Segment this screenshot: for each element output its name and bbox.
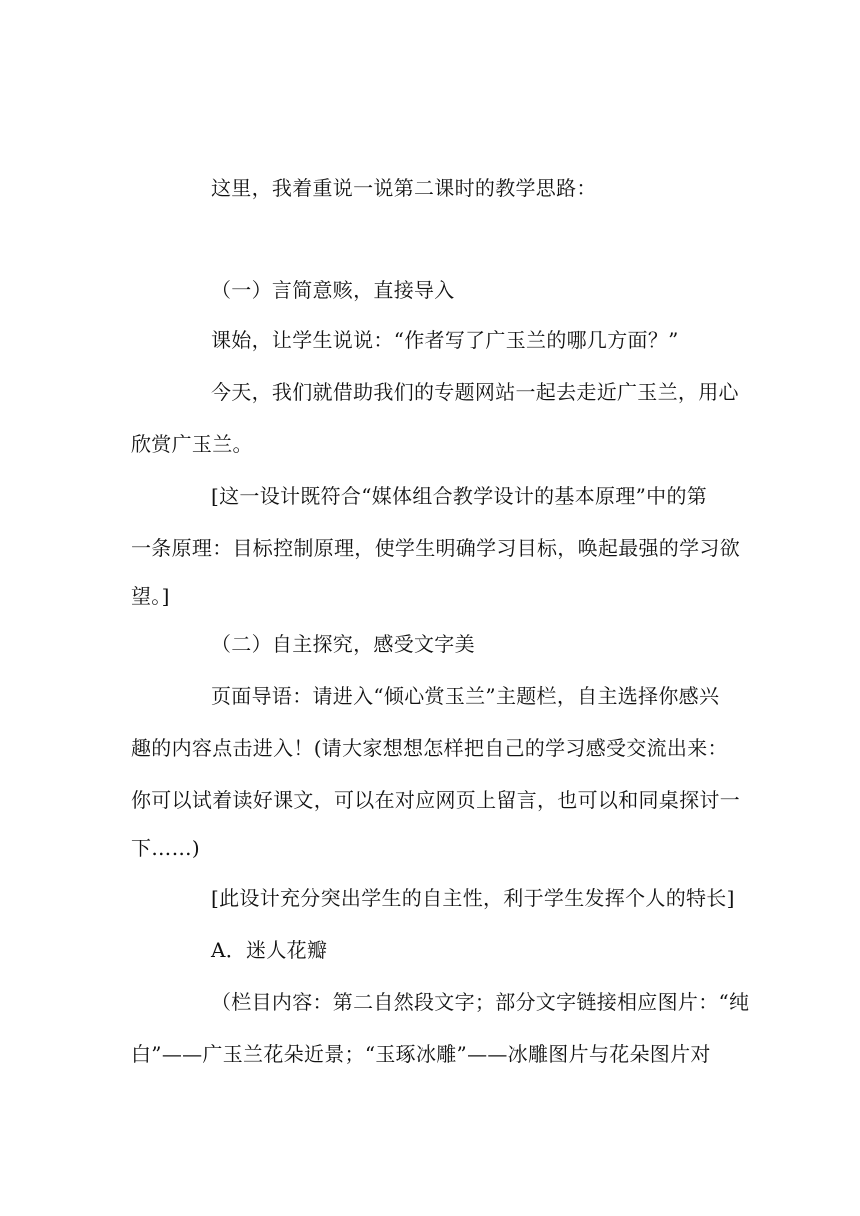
paragraph-intro: 这里，我着重说一说第二课时的教学思路：: [211, 176, 597, 200]
paragraph-line: 课始，让学生说说：“作者写了广玉兰的哪几方面？”: [211, 328, 679, 352]
paragraph-line: （栏目内容：第二自然段文字；部分文字链接相应图片：“纯: [211, 990, 750, 1014]
paragraph-line: 页面导语：请进入“倾心赏玉兰”主题栏，自主选择你感兴: [211, 684, 720, 708]
paragraph-line: 望。]: [131, 584, 170, 608]
paragraph-line: [此设计充分突出学生的自主性，利于学生发挥个人的特长]: [211, 886, 735, 910]
section-heading-1: （一）言简意赅，直接导入: [211, 278, 455, 302]
paragraph-line: 趣的内容点击进入！(请大家想想怎样把自己的学习感受交流出来：: [131, 736, 728, 760]
paragraph-line: 下……): [131, 836, 201, 860]
paragraph-line: [这一设计既符合“媒体组合教学设计的基本原理”中的第: [211, 484, 708, 508]
paragraph-line: 白”——广玉兰花朵近景；“玉琢冰雕”——冰雕图片与花朵图片对: [131, 1042, 711, 1066]
paragraph-line: 你可以试着读好课文，可以在对应网页上留言，也可以和同桌探讨一: [131, 788, 740, 812]
paragraph-line: 今天，我们就借助我们的专题网站一起去走近广玉兰，用心: [211, 380, 739, 404]
subsection-heading-a: A．迷人花瓣: [211, 938, 328, 962]
section-heading-2: （二）自主探究，感受文字美: [211, 632, 475, 656]
paragraph-line: 一条原理：目标控制原理，使学生明确学习目标，唤起最强的学习欲: [131, 536, 740, 560]
paragraph-line: 欣赏广玉兰。: [131, 432, 253, 456]
